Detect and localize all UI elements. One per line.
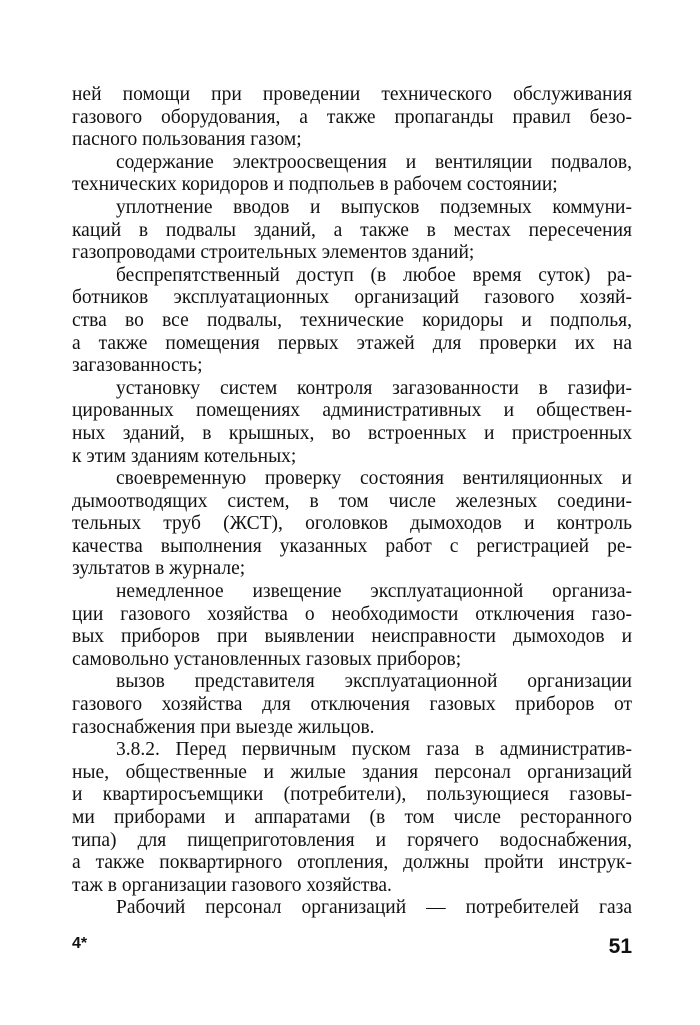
text-line: вызов представителя эксплуатационной организации [116,671,632,693]
text-line: немедленное извещение эксплуатационной организа- [116,581,632,603]
text-line: зультатов в журнале; [72,558,246,580]
text-line: ные, общественные и жилые здания персонал организаций [72,761,632,783]
text-line: ства во все подвалы, технические коридоры и подполья, [72,309,632,331]
text-line: к этим зданиям котельных; [72,445,297,467]
text-line: таж в организации газового хозяйства. [72,874,392,896]
text-line: беспрепятственный доступ (в любое время суток) ра- [116,264,632,286]
text-line: уплотнение вводов и выпусков подземных коммуни- [116,196,632,218]
text-line: цированных помещениях административных и обществен- [72,400,632,422]
text-line: загазованность; [72,355,203,377]
text-line: установку систем контроля загазованности в газифи- [116,377,632,399]
text-line: типа) для пищеприготовления и горячего водоснабжения, [72,829,632,851]
text-line: а также поквартирного отопления, должны пройти инструк- [72,852,632,874]
text-line: ми приборами и аппаратами (в том числе ресторанного [72,807,632,828]
text-line: Рабочий персонал организаций — потребителей газа [116,897,632,919]
text-line: технических коридоров и подпольев в рабочем состоянии; [72,174,558,196]
text-line: дымоотводящих систем, в том числе железных соедини- [72,490,632,512]
text-line: 3.8.2. Перед первичным пуском газа в административ- [116,739,632,761]
text-line: тельных труб (ЖСТ), оголовков дымоходов и контроль [72,513,632,535]
page-footer [72,935,632,965]
text-line: вых приборов при выявлении неисправности дымоходов и [72,626,632,648]
text-line: а также помещения первых этажей для проверки их на [72,332,632,354]
page-number: 51 [608,935,632,958]
text-line: своевременную проверку состояния вентиляционных и [116,468,632,490]
signature-mark: 4* [72,935,88,952]
text-line: газового оборудования, а также пропаганды правил безо- [72,106,632,128]
text-line: каций в подвалы зданий, а также в местах пересечения [72,219,632,241]
text-line: и квартиросъемщики (потребители), пользующиеся газовы- [72,784,632,806]
text-line: содержание электроосвещения и вентиляции подвалов, [116,151,632,173]
text-line: ции газового хозяйства о необходимости отключения газо- [72,603,632,625]
text-line: самовольно установленных газовых приборов; [72,648,462,670]
body-text [72,84,632,920]
text-line: пасного пользования газом; [72,129,302,151]
text-line: газоснабжения при выезде жильцов. [72,716,375,738]
text-line: газового хозяйства для отключения газовых приборов от [72,694,632,716]
text-line: газопроводами строительных элементов зданий; [72,242,475,264]
text-line: ботников эксплуатационных организаций газового хозяй- [72,287,632,309]
text-line: ных зданий, в крышных, во встроенных и пристроенных [72,422,632,444]
text-line: ней помощи при проведении технического обслуживания [72,84,632,105]
text-line: качества выполнения указанных работ с регистрацией ре- [72,535,632,557]
